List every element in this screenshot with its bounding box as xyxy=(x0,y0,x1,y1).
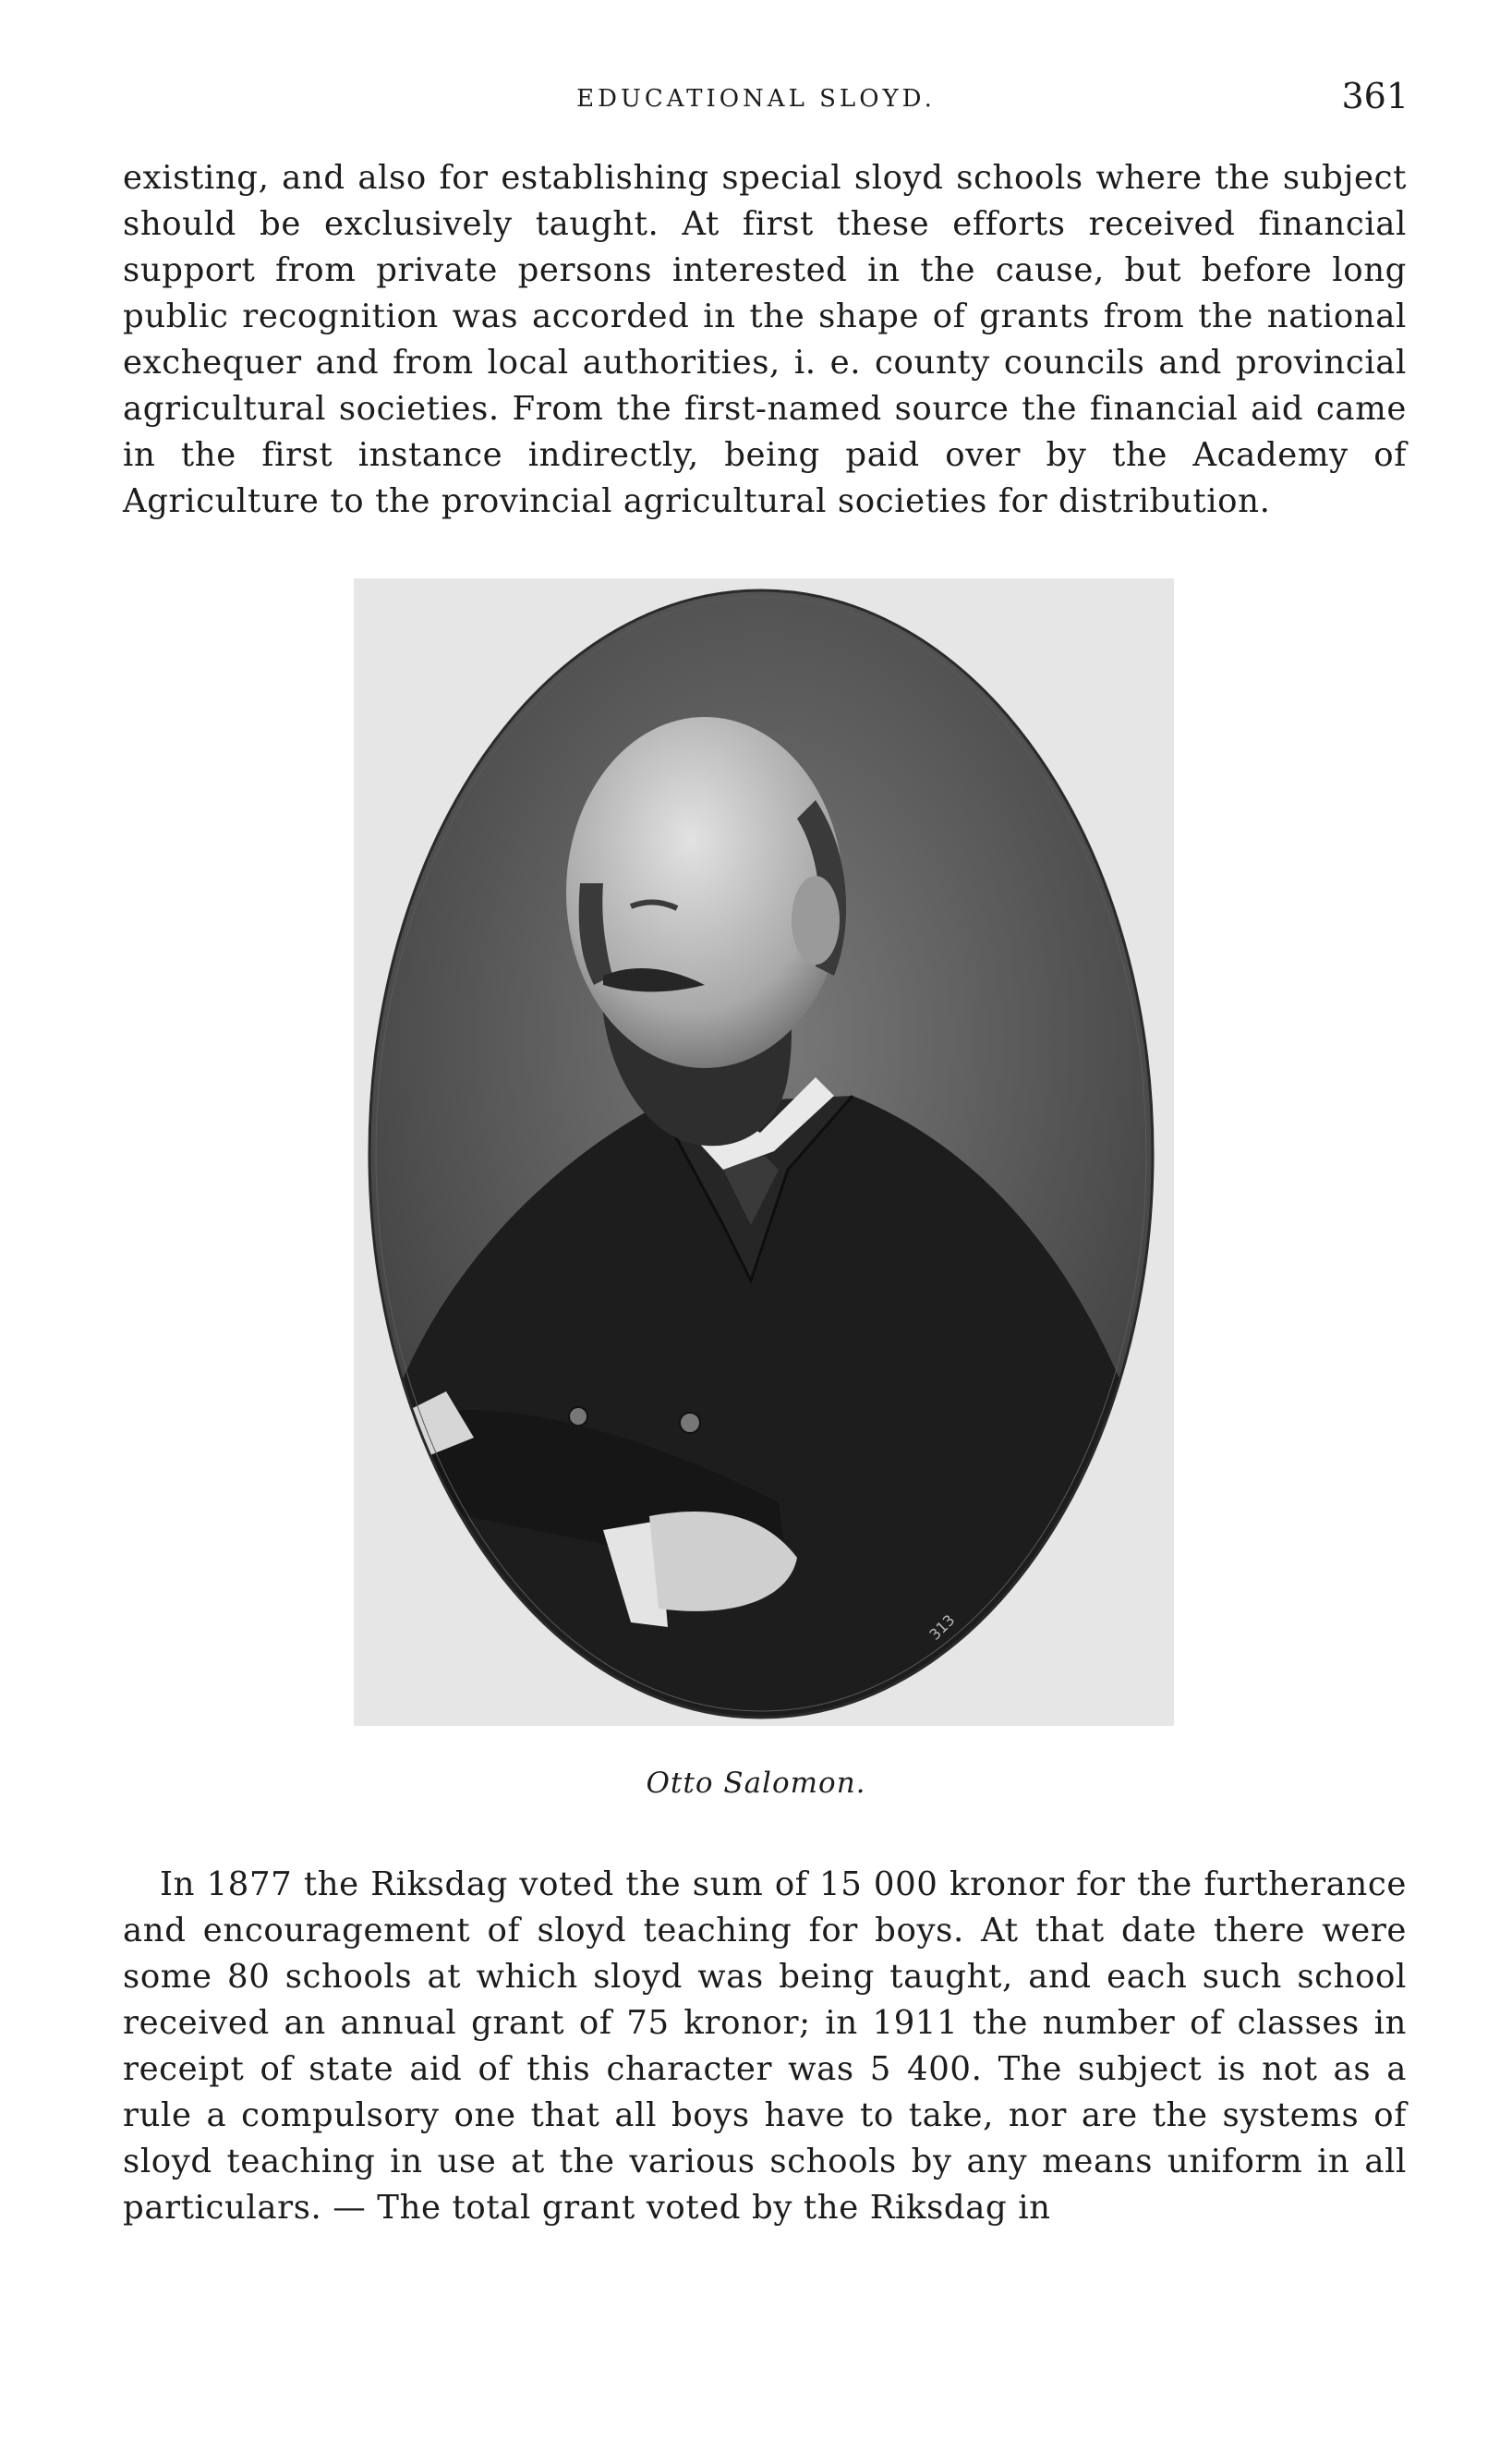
page-number: 361 xyxy=(1341,76,1409,116)
paragraph-2: In 1877 the Riksdag voted the sum of 15 000 kronor for the furtherance and encouragement of sloyd teaching for boys. At that date there were some 80 schools at which sloyd was being taught, and each such school received an annual grant of 75 kronor; in 1911 the number of classes in receipt of state aid of this character was 5 400. The subject is not as a rule a compulsory one that all boys have to take, nor are the systems of sloyd teaching in use at the various schools by any means uniform in all particulars. — The total grant voted by the Riksdag in xyxy=(123,1865,1407,2227)
running-title: EDUCATIONAL SLOYD. xyxy=(576,85,936,113)
figure-caption: Otto Salomon. xyxy=(646,1767,866,1800)
portrait-photograph xyxy=(354,578,1174,1726)
paragraph-1: existing, and also for establishing special sloyd schools where the subject should be exclusively taught. At first these efforts received financial support from private persons interested in the cause, but before long public recognition was accorded in the shape of grants from the national exchequer and from local authorities, i. e. county councils and provincial agricultural societies. From the first-named source the financial aid came in the first instance indirectly, being paid over by the Academy of Agriculture to the provincial agricultural societies for distribution. xyxy=(123,159,1407,520)
plate-mark: 313 xyxy=(925,1610,959,1644)
running-header xyxy=(0,76,1512,122)
